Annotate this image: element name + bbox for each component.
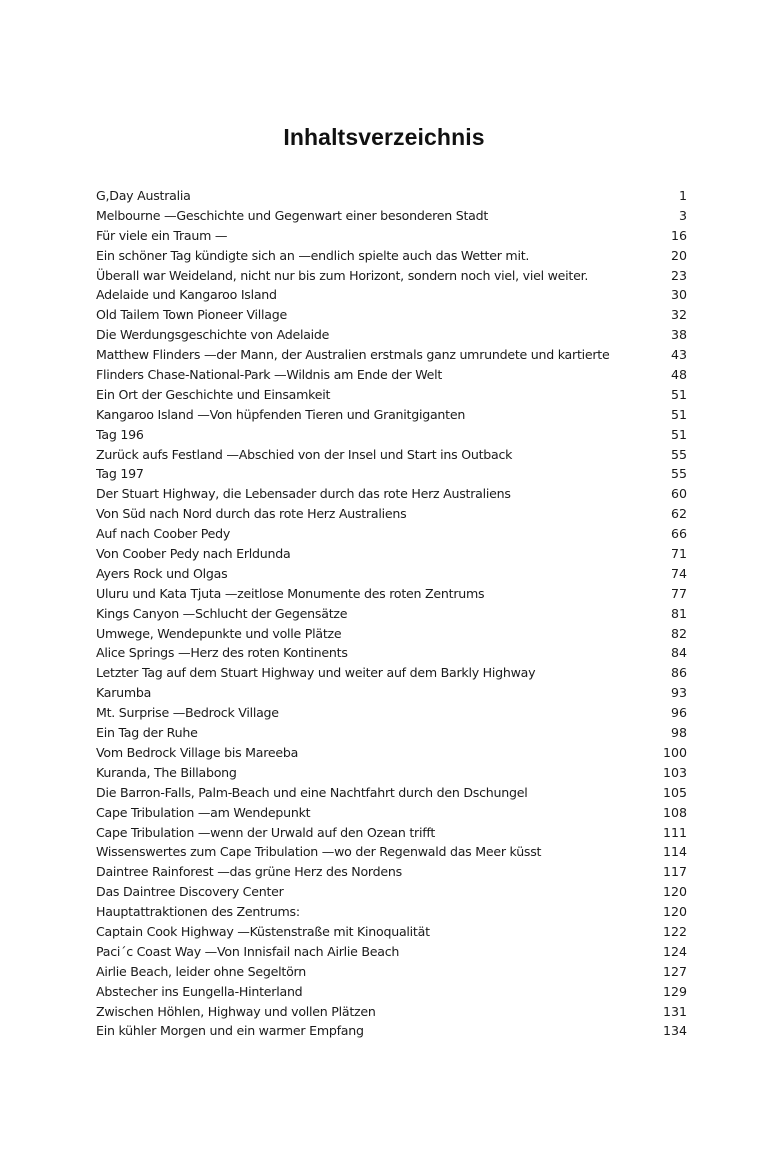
toc-entry bbox=[96, 186, 687, 206]
toc-entry-title: Airlie Beach, leider ohne Segeltörn bbox=[96, 963, 306, 979]
toc-entry-page-number: 16 bbox=[670, 227, 687, 243]
toc-entry bbox=[96, 763, 687, 783]
toc-entry-page-number: 48 bbox=[670, 367, 687, 383]
toc-entry-title: Das Daintree Discovery Center bbox=[96, 884, 284, 900]
toc-entry bbox=[96, 1002, 687, 1022]
toc-entry bbox=[96, 524, 687, 544]
toc-entry-title: G,Day Australia bbox=[96, 188, 191, 203]
toc-entry-page-number: 122 bbox=[662, 923, 687, 939]
toc-entry-title: Die Barron-Falls, Palm-Beach und eine Nachtfahrt durch den Dschungel bbox=[96, 784, 528, 800]
toc-entry-title: Zwischen Höhlen, Highway und vollen Plätzen bbox=[96, 1003, 376, 1019]
toc-entry-title: Die Werdungsgeschichte von Adelaide bbox=[96, 327, 330, 343]
toc-entry-title: Flinders Chase-National-Park —Wildnis am Ende der Welt bbox=[96, 367, 443, 383]
toc-entry-title: Hauptattraktionen des Zentrums: bbox=[96, 904, 300, 920]
toc-entry-page-number: 108 bbox=[662, 804, 687, 820]
toc-entry bbox=[96, 703, 687, 723]
toc-entry bbox=[96, 922, 687, 942]
toc-entry-page-number: 1 bbox=[678, 188, 687, 203]
toc-entry-title: Kings Canyon —Schlucht der Gegensätze bbox=[96, 605, 348, 621]
toc-entry-page-number: 51 bbox=[670, 386, 687, 402]
toc-entry-page-number: 131 bbox=[662, 1003, 687, 1019]
toc-entry-title: Paci´c Coast Way —Von Innisfail nach Airlie Beach bbox=[96, 943, 400, 959]
toc-entry-page-number: 55 bbox=[670, 446, 687, 462]
toc-entry bbox=[96, 982, 687, 1002]
toc-entry-title: Cape Tribulation —wenn der Urwald auf den Ozean trifft bbox=[96, 824, 436, 840]
toc-entry bbox=[96, 425, 687, 445]
toc-entry-title: Ein Ort der Geschichte und Einsamkeit bbox=[96, 386, 331, 402]
toc-entry-page-number: 100 bbox=[662, 744, 687, 760]
toc-entry bbox=[96, 325, 687, 345]
toc-entry-title: Captain Cook Highway —Küstenstraße mit Kinoqualität bbox=[96, 923, 430, 939]
toc-entry-page-number: 71 bbox=[670, 546, 687, 562]
toc-entry-page-number: 51 bbox=[670, 426, 687, 442]
toc-entry bbox=[96, 246, 687, 266]
toc-entry-title: Daintree Rainforest —das grüne Herz des Nordens bbox=[96, 864, 402, 880]
toc-entry-page-number: 96 bbox=[670, 705, 687, 721]
toc-entry-title: Auf nach Coober Pedy bbox=[96, 526, 231, 542]
page-title: Inhaltsverzeichnis bbox=[283, 124, 485, 150]
toc-entry-page-number: 117 bbox=[662, 864, 687, 880]
toc-entry-title: Tag 197 bbox=[96, 466, 144, 482]
toc-entry-page-number: 43 bbox=[670, 347, 687, 363]
toc-entry-title: Letzter Tag auf dem Stuart Highway und weiter auf dem Barkly Highway bbox=[96, 665, 536, 681]
toc-entry bbox=[96, 604, 687, 624]
toc-entry-title: Wissenswertes zum Cape Tribulation —wo der Regenwald das Meer küsst bbox=[96, 844, 542, 860]
toc-entry-title: Karumba bbox=[96, 685, 152, 701]
toc-entry bbox=[96, 902, 687, 922]
toc-entry-page-number: 77 bbox=[670, 585, 687, 601]
toc-entry-page-number: 66 bbox=[670, 526, 687, 542]
toc-entry-page-number: 120 bbox=[662, 904, 687, 920]
toc-entry bbox=[96, 803, 687, 823]
toc-entry bbox=[96, 345, 687, 365]
toc-entry-page-number: 23 bbox=[670, 267, 687, 283]
toc-entry bbox=[96, 862, 687, 882]
toc-entry bbox=[96, 823, 687, 843]
toc-entry-title: Ein Tag der Ruhe bbox=[96, 725, 198, 741]
toc-entry-page-number: 38 bbox=[670, 327, 687, 343]
toc-entry-page-number: 60 bbox=[670, 486, 687, 502]
toc-entry bbox=[96, 624, 687, 644]
toc-entry-title: Uluru und Kata Tjuta —zeitlose Monumente des roten Zentrums bbox=[96, 585, 485, 601]
toc-entry-page-number: 105 bbox=[662, 784, 687, 800]
toc-entry-title: Umwege, Wendepunkte und volle Plätze bbox=[96, 625, 342, 641]
toc-entry-page-number: 62 bbox=[670, 506, 687, 522]
toc-entry-title: Abstecher ins Eungella-Hinterland bbox=[96, 983, 303, 999]
table-of-contents bbox=[96, 186, 687, 1041]
toc-entry-title: Kuranda, The Billabong bbox=[96, 764, 237, 780]
toc-entry-title: Melbourne —Geschichte und Gegenwart einer besonderen Stadt bbox=[96, 207, 489, 223]
toc-entry-title: Adelaide und Kangaroo Island bbox=[96, 287, 277, 303]
toc-entry-page-number: 103 bbox=[662, 764, 687, 780]
toc-entry-page-number: 114 bbox=[662, 844, 687, 860]
toc-entry-page-number: 51 bbox=[670, 406, 687, 422]
toc-entry bbox=[96, 285, 687, 305]
toc-entry bbox=[96, 882, 687, 902]
toc-entry-page-number: 111 bbox=[662, 824, 687, 840]
toc-entry bbox=[96, 743, 687, 763]
toc-entry-title: Von Süd nach Nord durch das rote Herz Australiens bbox=[96, 506, 407, 522]
toc-entry bbox=[96, 1021, 687, 1041]
toc-entry bbox=[96, 723, 687, 743]
toc-entry bbox=[96, 365, 687, 385]
toc-entry bbox=[96, 643, 687, 663]
toc-entry bbox=[96, 385, 687, 405]
toc-entry-title: Vom Bedrock Village bis Mareeba bbox=[96, 744, 299, 760]
toc-entry-page-number: 30 bbox=[670, 287, 687, 303]
toc-entry-title: Tag 196 bbox=[96, 426, 144, 442]
toc-entry-title: Der Stuart Highway, die Lebensader durch das rote Herz Australiens bbox=[96, 486, 511, 502]
toc-entry bbox=[96, 663, 687, 683]
toc-entry-page-number: 124 bbox=[662, 943, 687, 959]
toc-entry bbox=[96, 584, 687, 604]
toc-entry-title: Zurück aufs Festland —Abschied von der Insel und Start ins Outback bbox=[96, 446, 513, 462]
toc-entry-page-number: 98 bbox=[670, 725, 687, 741]
toc-entry-title: Alice Springs —Herz des roten Kontinents bbox=[96, 645, 348, 661]
toc-entry-page-number: 93 bbox=[670, 685, 687, 701]
toc-entry-page-number: 86 bbox=[670, 665, 687, 681]
toc-entry-title: Cape Tribulation —am Wendepunkt bbox=[96, 804, 311, 820]
toc-entry-title: Für viele ein Traum — bbox=[96, 227, 228, 243]
toc-entry bbox=[96, 226, 687, 246]
toc-entry-title: Ein schöner Tag kündigte sich an —endlich spielte auch das Wetter mit. bbox=[96, 247, 530, 263]
toc-entry-title: Mt. Surprise —Bedrock Village bbox=[96, 705, 279, 721]
toc-entry-title: Matthew Flinders —der Mann, der Australien erstmals ganz umrundete und kartierte bbox=[96, 347, 610, 363]
toc-entry-title: Ayers Rock und Olgas bbox=[96, 565, 228, 581]
toc-entry bbox=[96, 942, 687, 962]
toc-entry-title: Old Tailem Town Pioneer Village bbox=[96, 307, 288, 323]
toc-entry-title: Von Coober Pedy nach Erldunda bbox=[96, 546, 291, 562]
toc-entry bbox=[96, 842, 687, 862]
toc-entry bbox=[96, 266, 687, 286]
toc-entry-page-number: 55 bbox=[670, 466, 687, 482]
toc-entry-page-number: 32 bbox=[670, 307, 687, 323]
toc-entry-page-number: 129 bbox=[662, 983, 687, 999]
toc-entry-page-number: 81 bbox=[670, 605, 687, 621]
toc-entry-page-number: 120 bbox=[662, 884, 687, 900]
toc-entry bbox=[96, 783, 687, 803]
toc-entry bbox=[96, 206, 687, 226]
toc-entry-page-number: 3 bbox=[678, 207, 687, 223]
toc-entry-page-number: 127 bbox=[662, 963, 687, 979]
toc-entry bbox=[96, 544, 687, 564]
toc-entry bbox=[96, 484, 687, 504]
toc-entry bbox=[96, 305, 687, 325]
toc-entry bbox=[96, 564, 687, 584]
toc-entry bbox=[96, 504, 687, 524]
toc-entry-title: Ein kühler Morgen und ein warmer Empfang bbox=[96, 1023, 364, 1039]
toc-entry bbox=[96, 962, 687, 982]
toc-entry bbox=[96, 464, 687, 484]
toc-entry-page-number: 20 bbox=[670, 247, 687, 263]
toc-entry-title: Kangaroo Island —Von hüpfenden Tieren und Granitgiganten bbox=[96, 406, 466, 422]
toc-entry bbox=[96, 405, 687, 425]
toc-entry-title: Überall war Weideland, nicht nur bis zum Horizont, sondern noch viel, viel weiter. bbox=[96, 267, 589, 283]
toc-entry bbox=[96, 683, 687, 703]
toc-entry-page-number: 82 bbox=[670, 625, 687, 641]
toc-entry-page-number: 74 bbox=[670, 565, 687, 581]
toc-entry-page-number: 84 bbox=[670, 645, 687, 661]
toc-entry bbox=[96, 445, 687, 465]
toc-entry-page-number: 134 bbox=[662, 1023, 687, 1039]
